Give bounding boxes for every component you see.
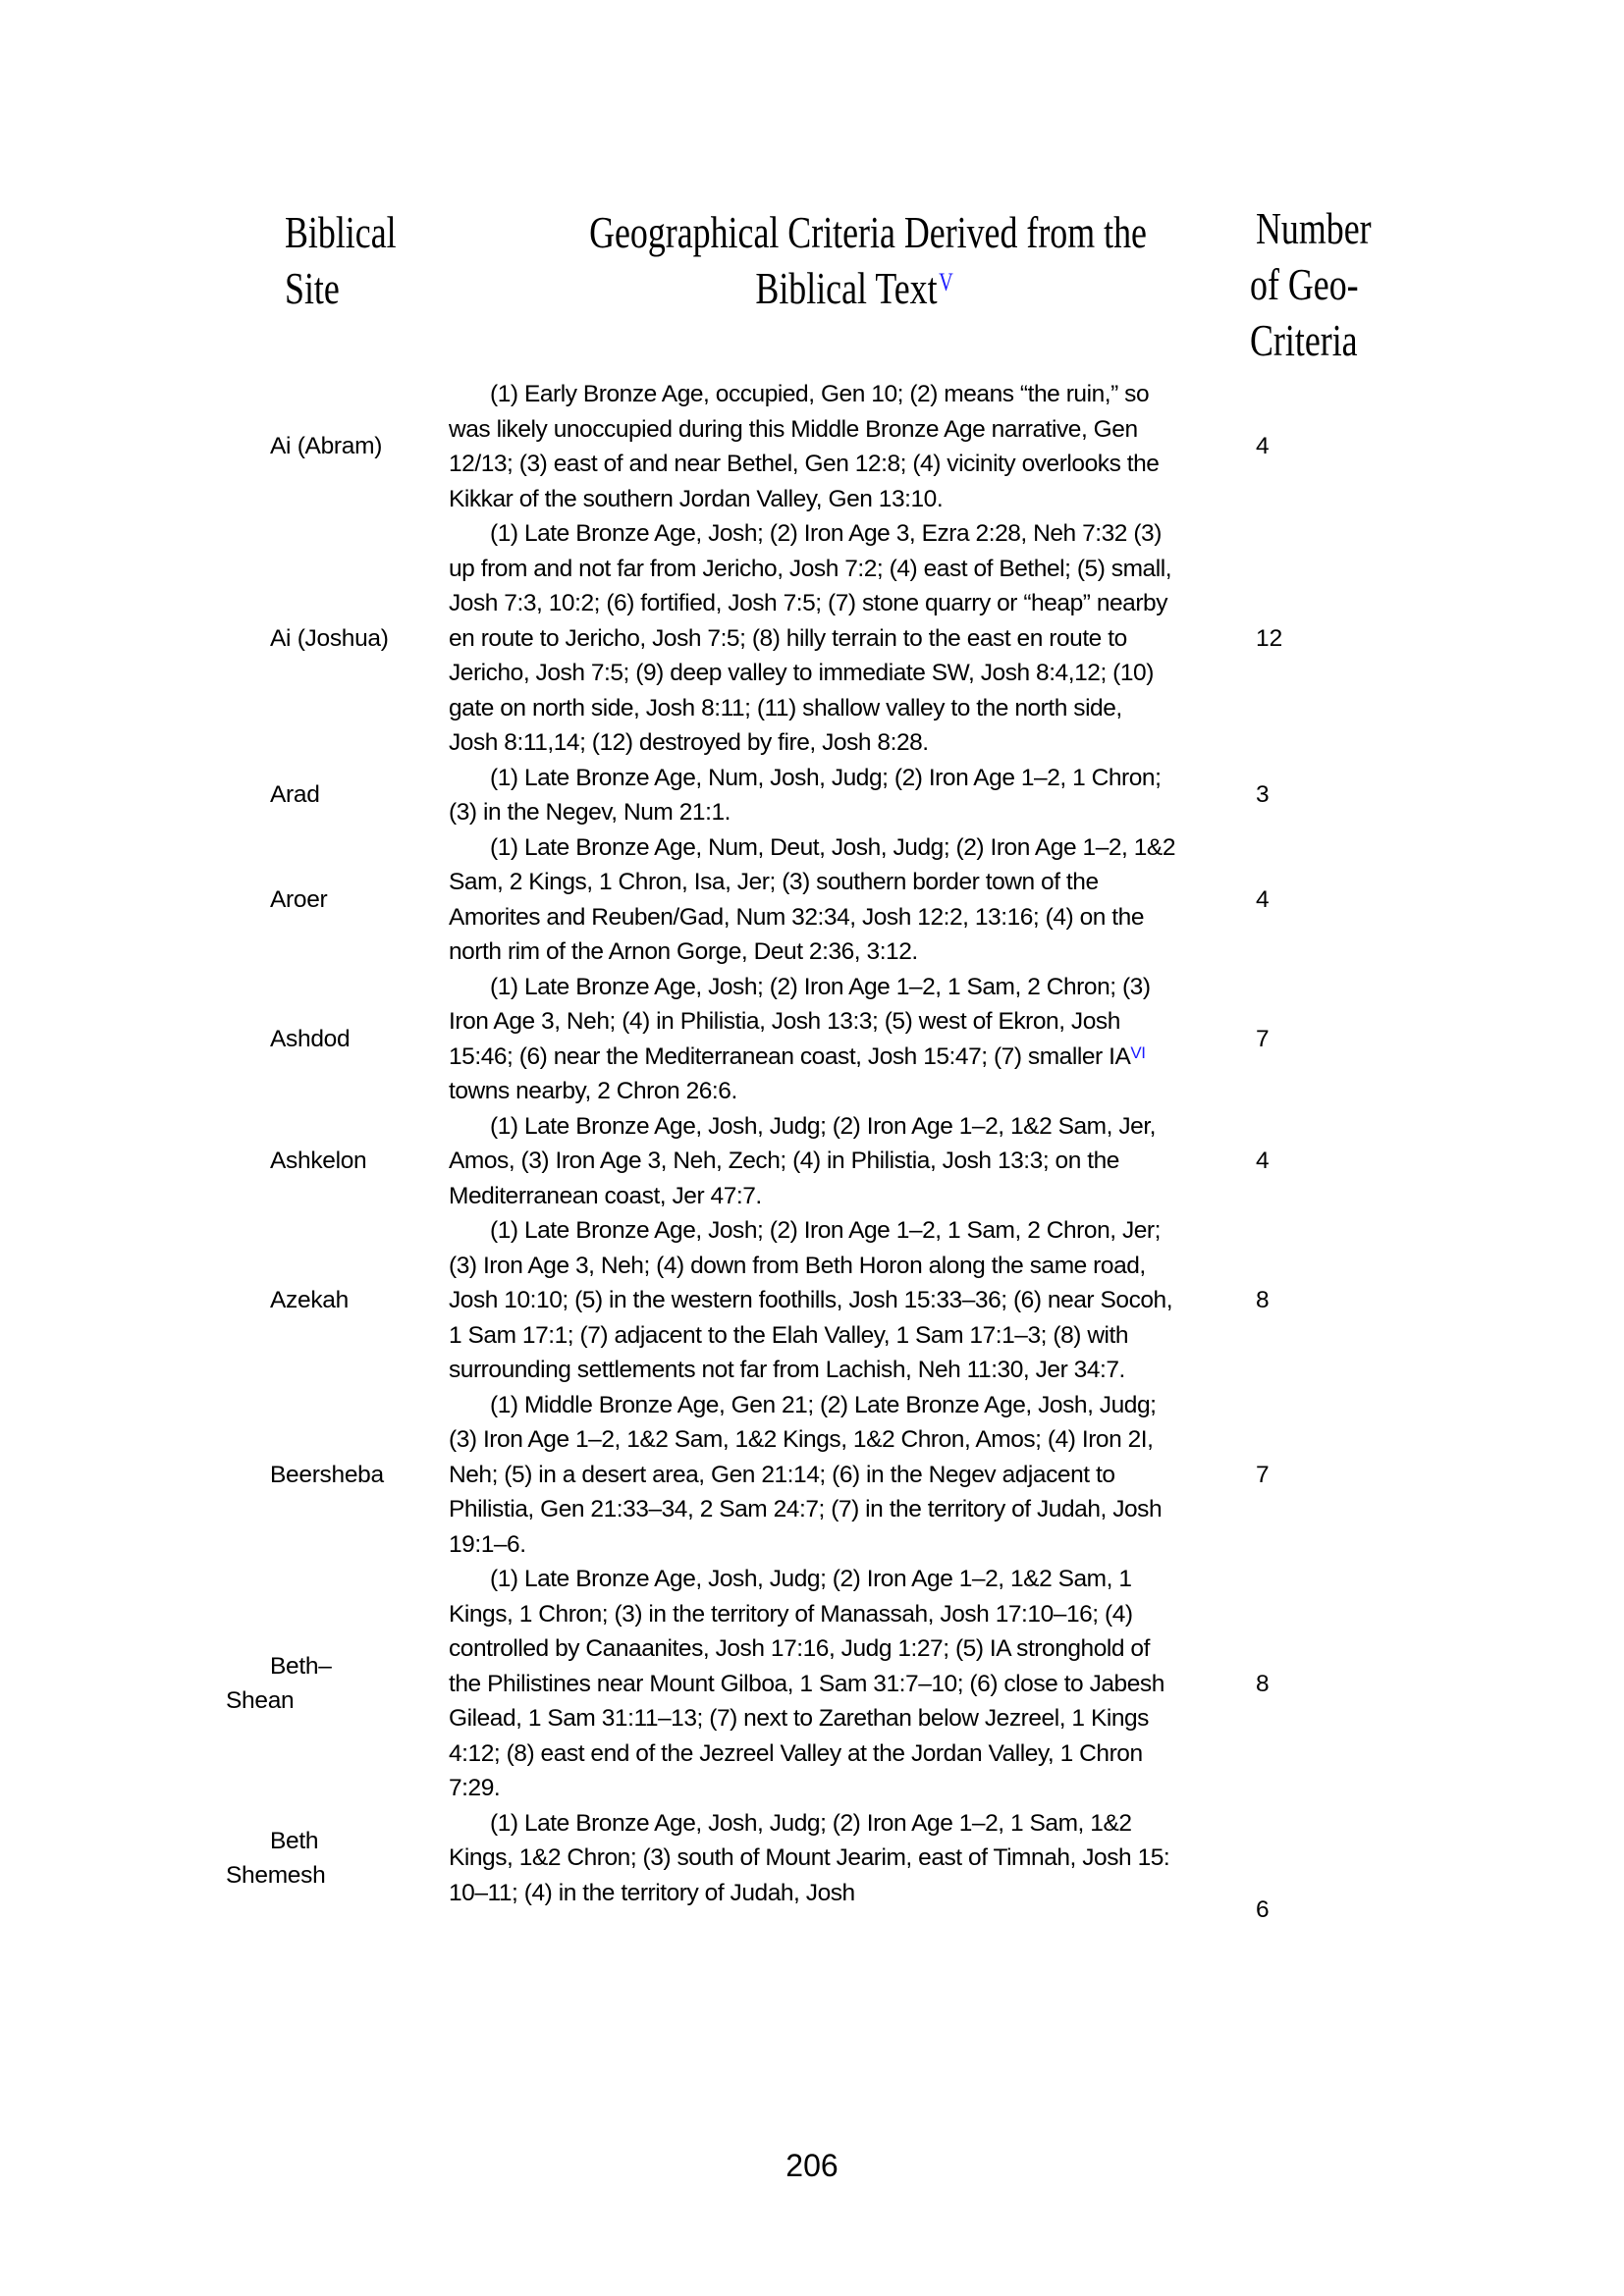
header-site-line2: Site xyxy=(285,263,340,313)
criteria-count: 4 xyxy=(1256,433,1270,460)
criteria-text: (1) Late Bronze Age, Josh; (2) Iron Age 3, Ezra 2:28, Neh 7:32 (3) up from and not far from Jericho, Josh 7:2; (4) east of Bethel; (5) small, Josh 7:3, 10:2; (6) fortified, Josh 7:5; (7) stone quarry or “heap” nearby en route to Jericho, Josh 7:5; (8) hilly terrain to the east en route to Jericho, Josh 7:5; (9) deep valley to immediate SW, Josh 8:4,12; (10) gate on north side, Josh 8:11; (11) shallow valley to the north side, Josh 8:11,14; (12) destroyed by fire, Josh 8:28. xyxy=(449,520,1172,756)
table-row xyxy=(0,377,1624,516)
criteria-text: (1) Late Bronze Age, Num, Josh, Judg; (2) Iron Age 1–2, 1 Chron; (3) in the Negev, Num 21:1. xyxy=(449,764,1162,826)
table-row xyxy=(0,830,1624,970)
criteria-count: 7 xyxy=(1256,1461,1270,1488)
criteria-table xyxy=(0,377,1624,1923)
criteria-text xyxy=(449,970,1175,1109)
site-name-line2: Shemesh xyxy=(226,1862,326,1889)
table-row xyxy=(0,761,1624,830)
table-row xyxy=(0,1109,1624,1214)
criteria-text: (1) Middle Bronze Age, Gen 21; (2) Late Bronze Age, Josh, Judg; (3) Iron Age 1–2, 1&2 Sam, 1&2 Kings, 1&2 Chron, Amos; (4) Iron 2I, Neh; (5) in a desert area, Gen 21:14; (6) in the Negev adjacent to Philistia, Gen 21:33–34, 2 Sam 24:7; (7) in the territory of Judah, Josh 19:1–6. xyxy=(449,1391,1163,1558)
site-name: Ai (Abram) xyxy=(270,433,383,460)
footnote-reference-vi[interactable]: VI xyxy=(1130,1042,1146,1062)
site-name: Ai (Joshua) xyxy=(270,624,389,652)
page-number: 206 xyxy=(785,2148,839,2183)
criteria-count: 12 xyxy=(1256,624,1283,652)
table-row xyxy=(0,1562,1624,1806)
site-name: Ashkelon xyxy=(270,1148,367,1174)
criteria-text: (1) Late Bronze Age, Josh, Judg; (2) Iron Age 1–2, 1&2 Sam, Jer, Amos, (3) Iron Age 3, Neh, Zech; (4) in Philistia, Josh 13:3; on the Mediterranean coast, Jer 47:7. xyxy=(449,1112,1157,1209)
criteria-count: 8 xyxy=(1256,1287,1270,1313)
criteria-text: (1) Late Bronze Age, Josh, Judg; (2) Iron Age 1–2, 1 Sam, 1&2 Kings, 1&2 Chron; (3) south of Mount Jearim, east of Timnah, Josh 15: 10–11; (4) in the territory of Judah, Josh xyxy=(449,1809,1170,1906)
table-row xyxy=(0,1388,1624,1563)
header-number-line2: of Geo- xyxy=(1250,259,1359,309)
site-name xyxy=(0,1649,449,1719)
criteria-text: (1) Late Bronze Age, Josh, Judg; (2) Iron Age 1–2, 1&2 Sam, 1 Kings, 1 Chron; (3) in the territory of Manassah, Josh 17:10–16; (4) controlled by Canaanites, Josh 17:16, Judg 1:27; (5) IA stronghold of the Philistines near Mount Gilboa, 1 Sam 31:7–10; (6) close to Jabesh Gilead, 1 Sam 31:11–13; (7) next to Zarethan below Jezreel, 1 Kings 4:12; (8) east end of the Jezreel Valley at the Jordan Valley, 1 Chron 7:29. xyxy=(449,1566,1164,1801)
criteria-count: 3 xyxy=(1256,781,1270,809)
footnote-reference-v[interactable]: V xyxy=(939,268,953,296)
header-site-line1: Biblical xyxy=(285,207,397,257)
criteria-text-part: (1) Late Bronze Age, Josh; (2) Iron Age 1–2, 1 Sam, 2 Chron; (3) Iron Age 3, Neh; (4) in Philistia, Josh 13:3; (5) west of Ekron, Josh 15:46; (6) near the Mediterranean coast, Josh 15:47; (7) smaller IA xyxy=(449,973,1151,1070)
table-row xyxy=(0,1806,1624,1923)
criteria-count: 7 xyxy=(1256,1025,1270,1052)
site-name: Aroer xyxy=(270,885,328,913)
column-header-biblical-site xyxy=(285,204,428,316)
criteria-text: (1) Early Bronze Age, occupied, Gen 10; (2) means “the ruin,” so was likely unoccupied during this Middle Bronze Age narrative, Gen 12/13; (3) east of and near Bethel, Gen 12:8; (4) vicinity overlooks the Kikkar of the southern Jordan Valley, Gen 13:10. xyxy=(449,381,1160,512)
header-number-line1: Number xyxy=(1256,203,1372,253)
criteria-count: 4 xyxy=(1256,885,1270,913)
site-name-line1: Beth– xyxy=(270,1652,332,1680)
site-name-line1: Beth xyxy=(270,1827,319,1854)
criteria-count: 4 xyxy=(1256,1148,1270,1174)
site-name xyxy=(0,1806,449,1894)
criteria-text-part: towns nearby, 2 Chron 26:6. xyxy=(449,1078,737,1104)
header-number-line3: Criteria xyxy=(1250,315,1358,365)
column-header-number-of-geo-criteria xyxy=(1250,200,1404,368)
table-row xyxy=(0,1213,1624,1388)
header-criteria-line2: Biblical Text xyxy=(755,263,938,313)
column-header-geographical-criteria xyxy=(511,204,1198,316)
site-name: Ashdod xyxy=(270,1025,351,1052)
criteria-count: 8 xyxy=(1256,1670,1270,1697)
table-row xyxy=(0,970,1624,1109)
site-name-line2: Shean xyxy=(226,1687,295,1715)
table-row xyxy=(0,516,1624,761)
criteria-count: 6 xyxy=(1256,1896,1270,1923)
site-name: Beersheba xyxy=(270,1461,384,1488)
criteria-text: (1) Late Bronze Age, Josh; (2) Iron Age 1–2, 1 Sam, 2 Chron, Jer; (3) Iron Age 3, Neh; (4) down from Beth Horon along the same road, Josh 10:10; (5) in the western foothills, Josh 15:33–36; (6) near Socoh, 1 Sam 17:1; (7) adjacent to the Elah Valley, 1 Sam 17:1–3; (8) with surrounding settlements not far from Lachish, Neh 11:30, Jer 34:7. xyxy=(449,1217,1173,1383)
criteria-text: (1) Late Bronze Age, Num, Deut, Josh, Judg; (2) Iron Age 1–2, 1&2 Sam, 2 Kings, 1 Chron, Isa, Jer; (3) southern border town of the Amorites and Reuben/Gad, Num 32:34, Josh 12:2, 13:16; (4) on the north rim of the Arnon Gorge, Deut 2:36, 3:12. xyxy=(449,833,1175,965)
site-name: Azekah xyxy=(270,1287,349,1313)
site-name: Arad xyxy=(270,781,320,809)
header-criteria-line1: Geographical Criteria Derived from the xyxy=(589,207,1147,257)
